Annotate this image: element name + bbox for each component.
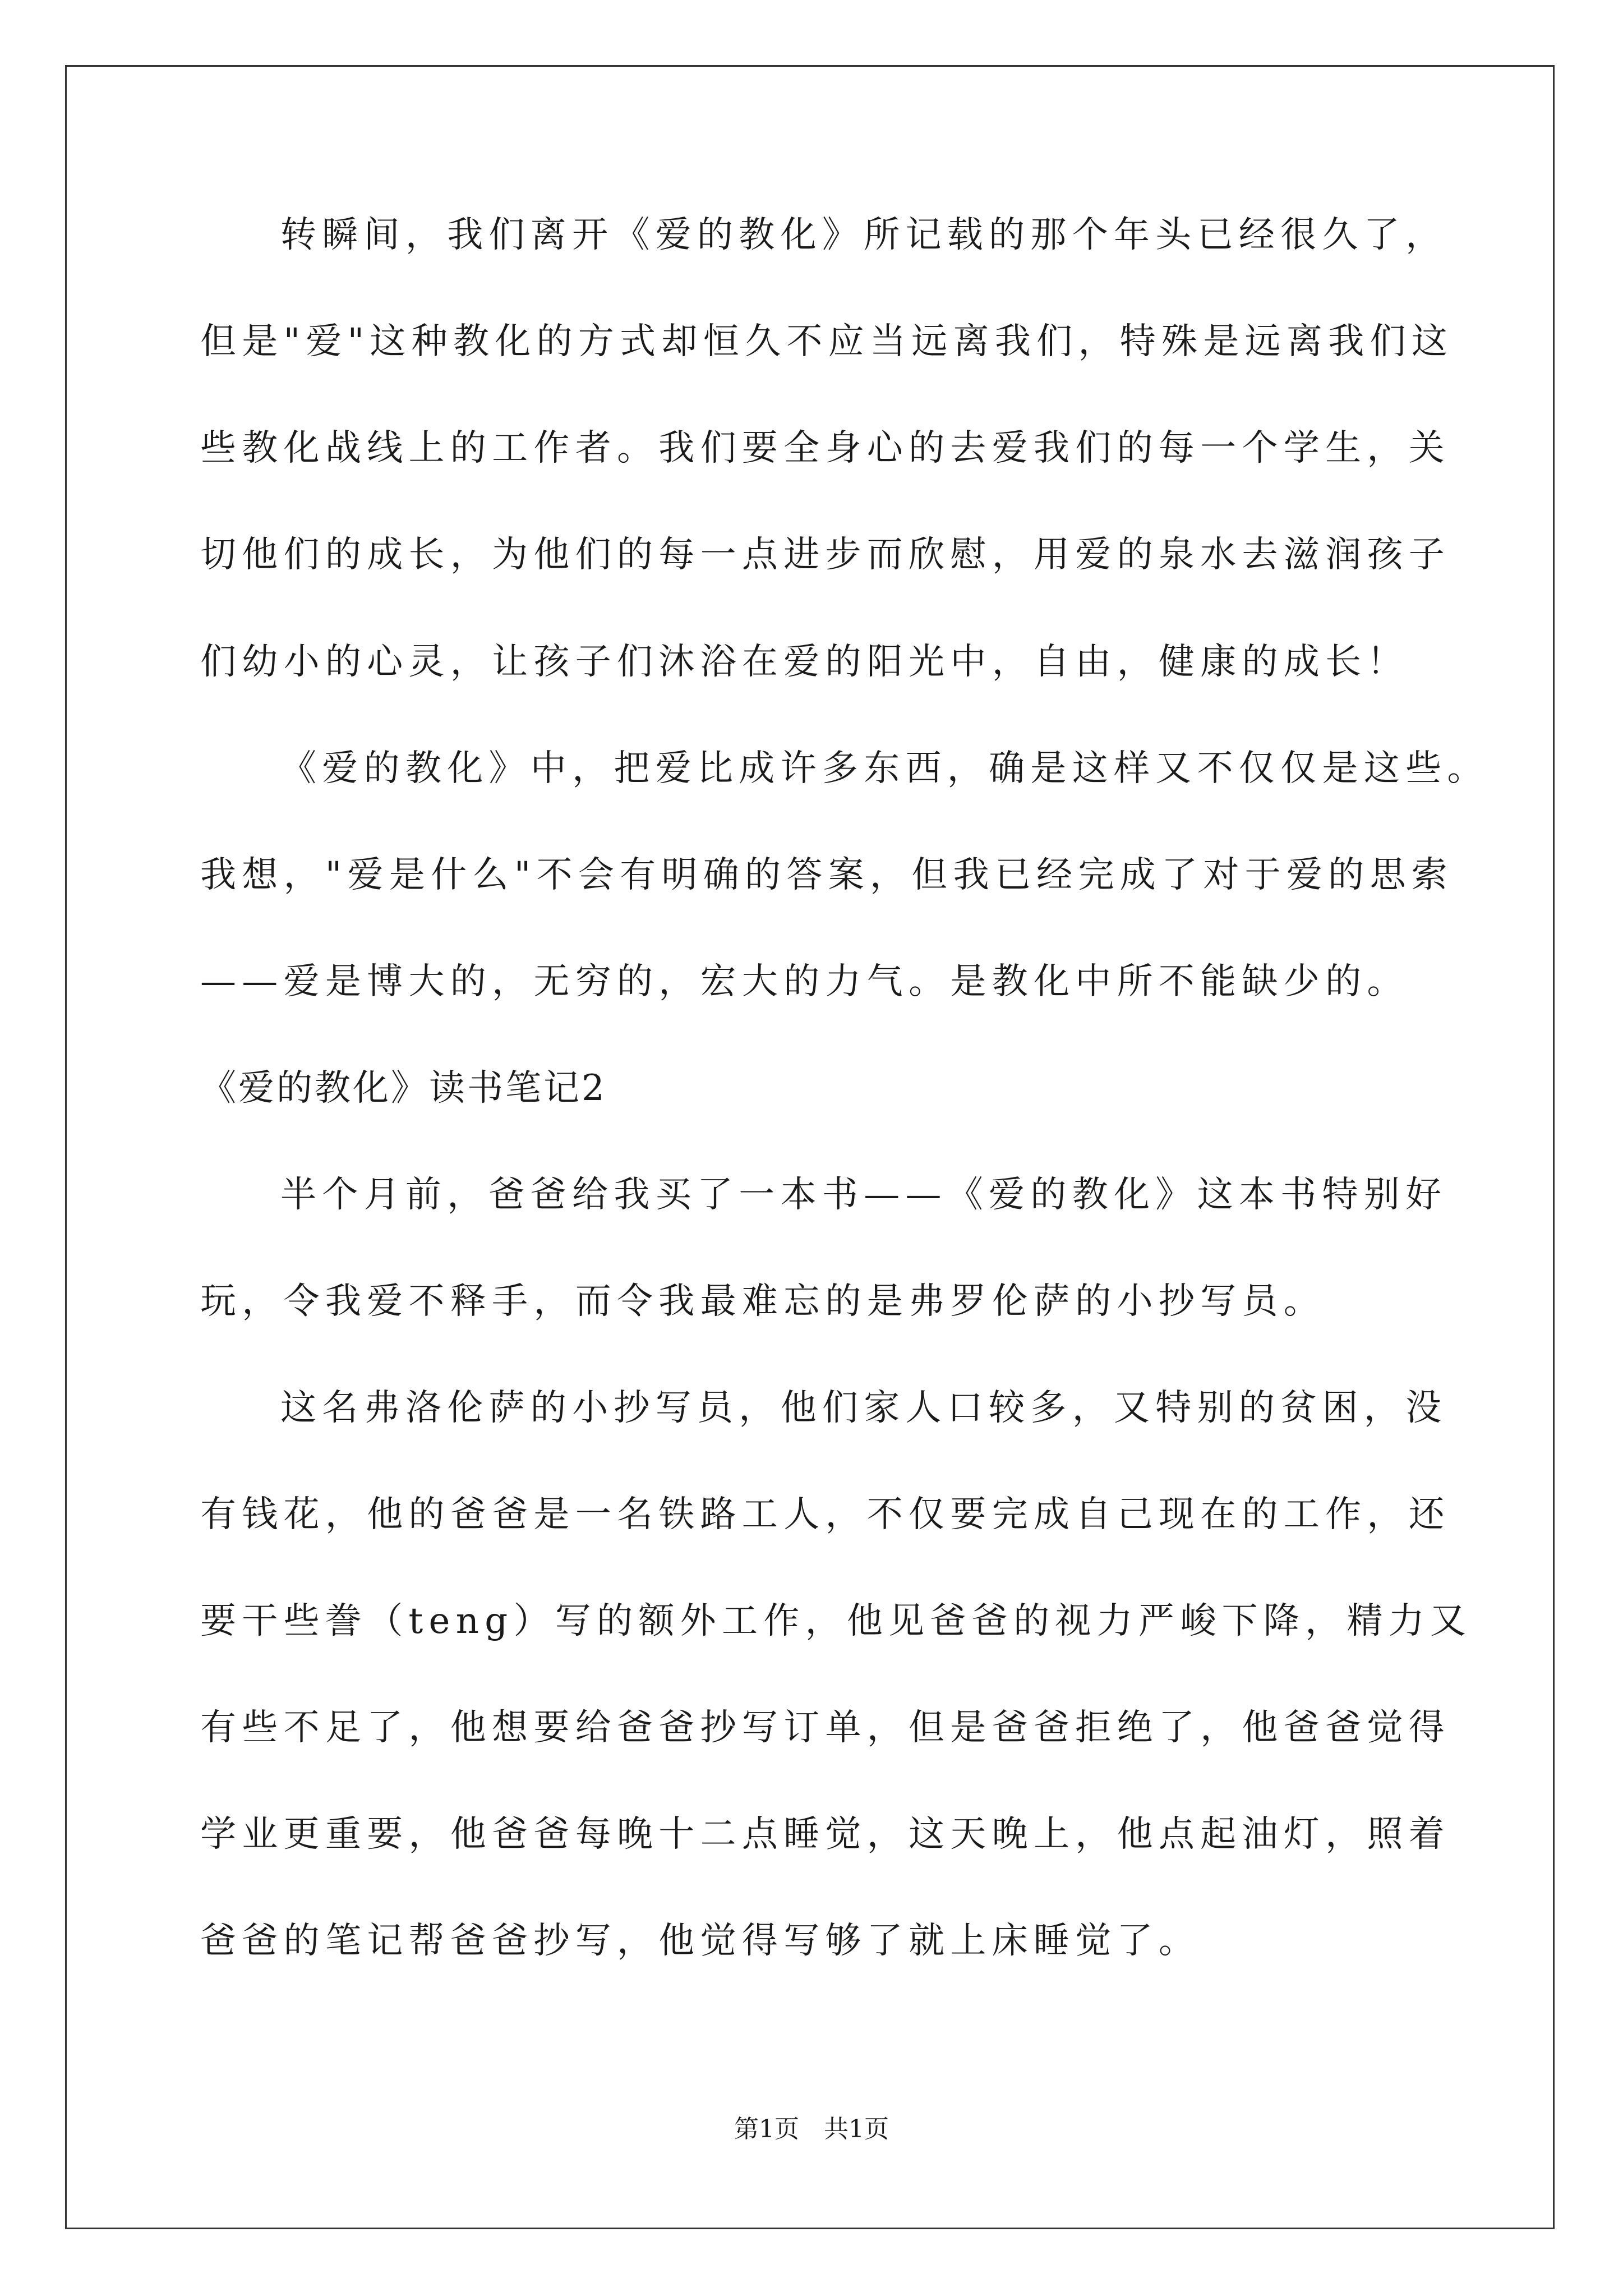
- page-number: 第1页 共1页: [734, 2115, 889, 2143]
- paragraph-line: 有钱花，他的爸爸是一名铁路工人，不仅要完成自己现在的工作，还: [200, 1494, 1450, 1535]
- paragraph-line: ——爱是博大的，无穷的，宏大的力气。是教化中所不能缺少的。: [200, 961, 1409, 1002]
- paragraph-line: 玩，令我爱不释手，而令我最难忘的是弗罗伦萨的小抄写员。: [200, 1281, 1326, 1322]
- paragraph-line: 学业更重要，他爸爸每晚十二点睡觉，这天晚上，他点起油灯，照着: [200, 1814, 1450, 1855]
- paragraph-line: 我想，"爱是什么"不会有明确的答案，但我已经完成了对于爱的思索: [200, 854, 1454, 896]
- paragraph-line: 有些不足了，他想要给爸爸抄写订单，但是爸爸拒绝了，他爸爸觉得: [200, 1707, 1450, 1749]
- paragraph-line: 半个月前，爸爸给我买了一本书——《爱的教化》这本书特别好: [280, 1174, 1447, 1216]
- paragraph-line: 《爱的教化》中，把爱比成许多东西，确是这样又不仅仅是这些。: [280, 748, 1489, 789]
- paragraph-line: 转瞬间，我们离开《爱的教化》所记载的那个年头已经很久了，: [280, 214, 1447, 256]
- paragraph-line: 些教化战线上的工作者。我们要全身心的去爱我们的每一个学生，关: [200, 427, 1450, 469]
- paragraph-line: 但是"爱"这种教化的方式却恒久不应当远离我们，特殊是远离我们这: [200, 321, 1454, 362]
- paragraph-line: 切他们的成长，为他们的每一点进步而欣慰，用爱的泉水去滋润孩子: [200, 534, 1450, 576]
- paragraph-line: 这名弗洛伦萨的小抄写员，他们家人口较多，又特别的贫困，没: [280, 1387, 1447, 1429]
- section-heading: 《爱的教化》读书笔记2: [200, 1068, 607, 1109]
- paragraph-line: 爸爸的笔记帮爸爸抄写，他觉得写够了就上床睡觉了。: [200, 1920, 1201, 1962]
- paragraph-line: 们幼小的心灵，让孩子们沐浴在爱的阳光中，自由，健康的成长！: [200, 641, 1409, 683]
- paragraph-line: 要干些誊（teng）写的额外工作，他见爸爸的视力严峻下降，精力又: [200, 1600, 1472, 1642]
- page-border: [65, 65, 1555, 2229]
